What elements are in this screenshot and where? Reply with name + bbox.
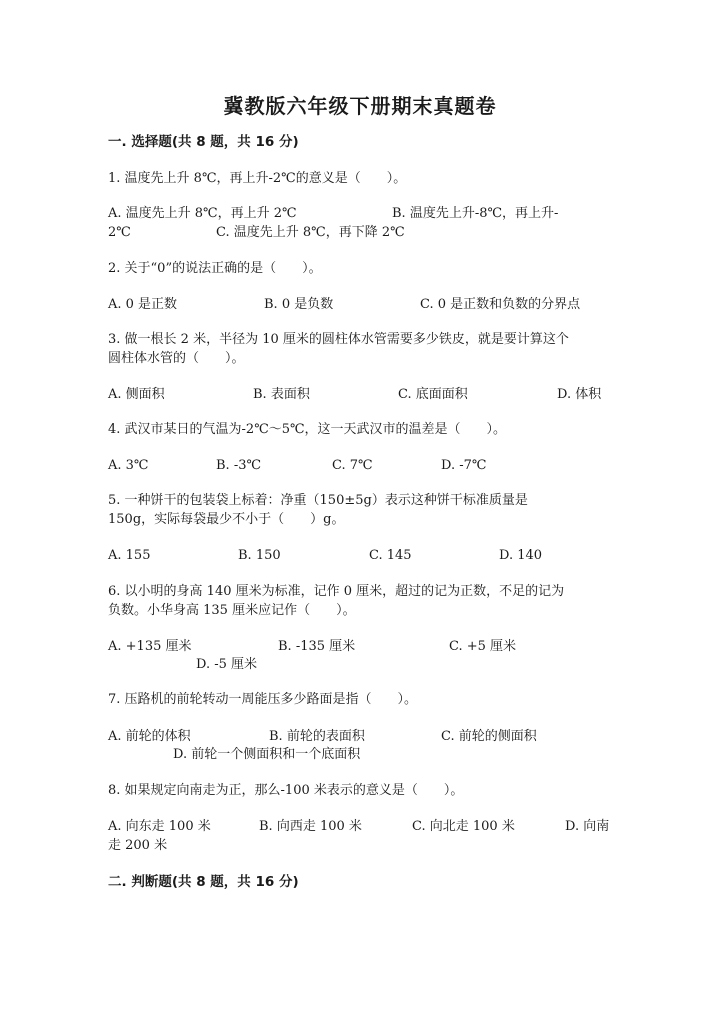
- question-6-option-d: D. -5 厘米: [196, 657, 258, 672]
- question-4-stem: 4. 武汉市某日的气温为-2℃～5℃，这一天武汉市的温差是（ ）。: [108, 422, 507, 437]
- question-3-option-d: D. 体积: [557, 387, 602, 402]
- question-4-option-a: A. 3℃: [108, 458, 149, 473]
- question-7-option-d: D. 前轮一个侧面积和一个底面积: [173, 747, 361, 762]
- section-heading-choice: 一. 选择题(共 8 题，共 16 分): [108, 134, 299, 150]
- question-1-option-a: A. 温度先上升 8℃，再上升 2℃: [108, 206, 297, 221]
- question-3-stem-line-2: 圆柱体水管的（ ）。: [108, 351, 245, 366]
- question-1-option-b-continued: 2℃: [108, 225, 131, 240]
- question-7-option-a: A. 前轮的体积: [108, 729, 191, 744]
- question-2-option-b: B. 0 是负数: [264, 297, 334, 312]
- question-2-stem: 2. 关于“0”的说法正确的是（ ）。: [108, 261, 322, 276]
- question-7-stem: 7. 压路机的前轮转动一周能压多少路面是指（ ）。: [108, 692, 418, 707]
- page-title: 冀教版六年级下册期末真题卷: [223, 94, 497, 118]
- question-5-option-b: B. 150: [238, 548, 281, 563]
- question-5-option-a: A. 155: [108, 548, 151, 563]
- question-1-option-b: B. 温度先上升-8℃，再上升-: [392, 206, 559, 221]
- question-3-option-b: B. 表面积: [253, 387, 310, 402]
- question-1-stem: 1. 温度先上升 8℃，再上升-2℃的意义是（ ）。: [108, 171, 407, 186]
- question-8-option-d-continued: 走 200 米: [108, 838, 168, 853]
- question-7-option-c: C. 前轮的侧面积: [441, 729, 537, 744]
- question-7-option-b: B. 前轮的表面积: [269, 729, 365, 744]
- question-8-stem: 8. 如果规定向南走为正，那么-100 米表示的意义是（ ）。: [108, 783, 464, 798]
- question-5-option-d: D. 140: [499, 548, 543, 563]
- question-8-option-c: C. 向北走 100 米: [412, 819, 515, 834]
- question-8-option-b: B. 向西走 100 米: [259, 819, 362, 834]
- question-5-option-c: C. 145: [369, 548, 412, 563]
- question-4-option-b: B. -3℃: [216, 458, 262, 473]
- question-4-option-d: D. -7℃: [441, 458, 487, 473]
- question-3-stem-line-1: 3. 做一根长 2 米，半径为 10 厘米的圆柱体水管需要多少铁皮，就是要计算这个: [108, 332, 569, 347]
- question-3-option-c: C. 底面面积: [398, 387, 468, 402]
- question-3-option-a: A. 侧面积: [108, 387, 165, 402]
- question-6-stem-line-1: 6. 以小明的身高 140 厘米为标准，记作 0 厘米，超过的记为正数，不足的记为: [108, 584, 565, 599]
- question-2-option-a: A. 0 是正数: [108, 297, 178, 312]
- question-8-option-a: A. 向东走 100 米: [108, 819, 211, 834]
- question-4-option-c: C. 7℃: [332, 458, 373, 473]
- question-6-option-a: A. +135 厘米: [108, 639, 192, 654]
- question-8-option-d: D. 向南: [565, 819, 610, 834]
- question-6-stem-line-2: 负数。小华身高 135 厘米应记作（ ）。: [108, 603, 356, 618]
- section-heading-judgment: 二. 判断题(共 8 题，共 16 分): [108, 874, 299, 890]
- question-1-option-c: C. 温度先上升 8℃，再下降 2℃: [216, 225, 405, 240]
- question-6-option-c: C. +5 厘米: [449, 639, 517, 654]
- question-5-stem-line-2: 150g，实际每袋最少不小于（ ）g。: [108, 512, 345, 527]
- question-5-stem-line-1: 5. 一种饼干的包装袋上标着：净重（150±5g）表示这种饼干标准质量是: [108, 493, 528, 508]
- question-2-option-c: C. 0 是正数和负数的分界点: [420, 297, 581, 312]
- question-6-option-b: B. -135 厘米: [278, 639, 356, 654]
